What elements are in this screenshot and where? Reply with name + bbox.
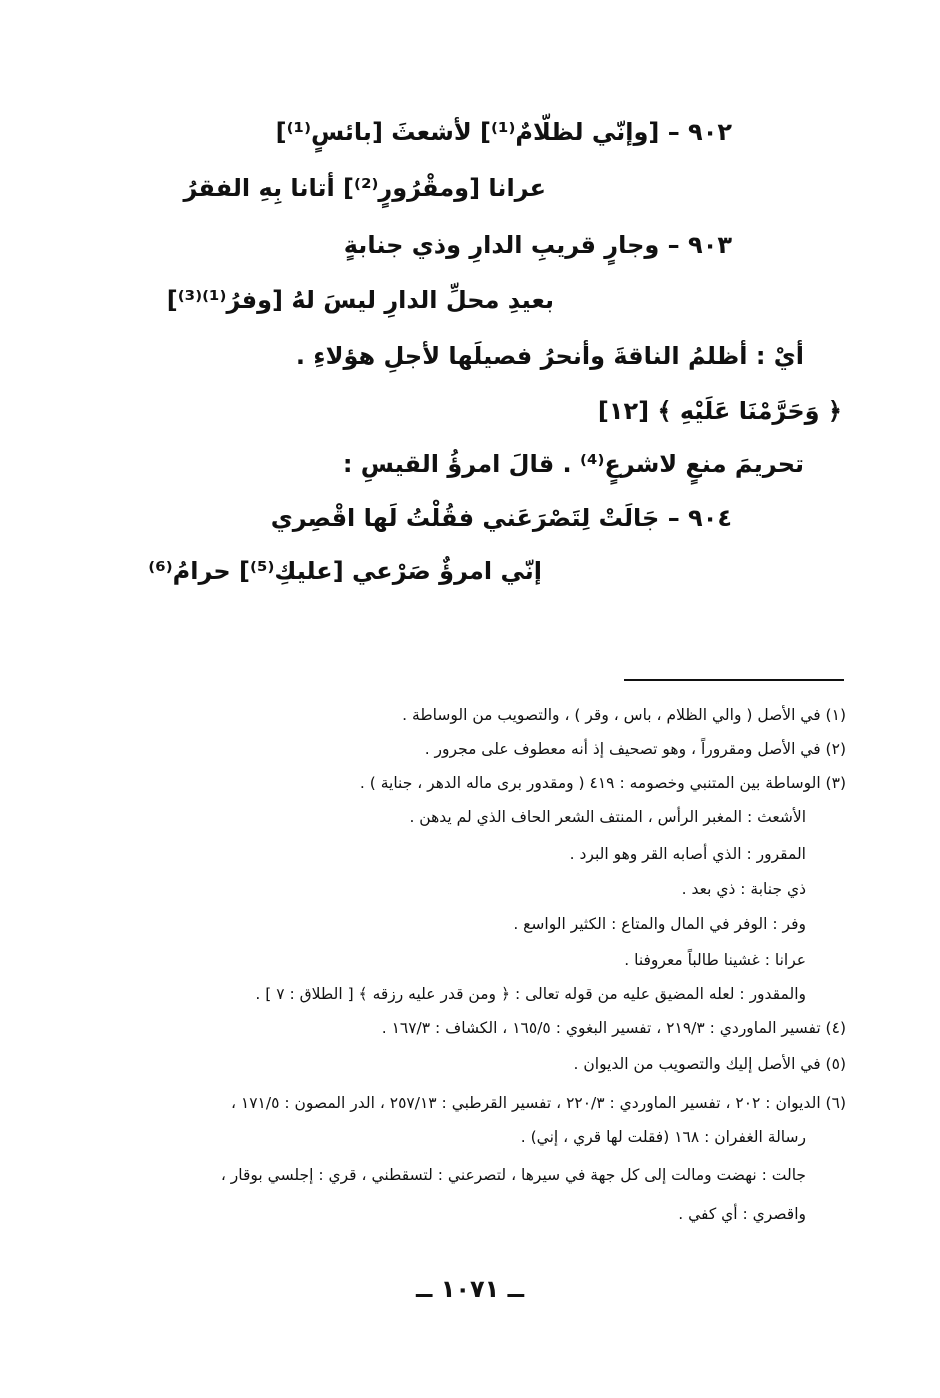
verse-903-first-hemistich: ٩٠٣ – وجارٍ قريبِ الدارِ وذي جنابةٍ — [343, 231, 732, 259]
footnote-3: (٣) الوساطة بين المتنبي وخصومه : ٤١٩ ( ومقدور برى ماله الدهر ، جناية ) . — [359, 774, 846, 792]
footnote-separator — [624, 679, 844, 681]
footnote-5: (٥) في الأصل إليك والتصويب من الديوان . — [573, 1055, 846, 1073]
quran-citation: ﴿ وَحَرَّمْنَا عَلَيْهِ ﴾ [١٢] — [597, 397, 842, 425]
footnote-6-continued: رسالة الغفران : ١٦٨ (فقلت لها قري ، إني) . — [520, 1128, 806, 1146]
footnote-6-gloss-jalat: جالت : نهضت ومالت إلى كل جهة في سيرها ، لتصرعني : لتسقطني ، قري : إجلسي بوقار ، — [220, 1166, 806, 1184]
verse-904-first-hemistich: ٩٠٤ – جَالَتْ لِتَصْرَعَني فقُلْتُ لَها اقْصِري — [270, 504, 732, 532]
footnote-3-gloss-arana: عرانا : غشينا طالباً معروفنا . — [624, 951, 806, 969]
footnote-3-gloss-wafr: وفر : الوفر في المال والمتاع : الكثير الواسع . — [513, 915, 806, 933]
footnote-3-gloss-maqdur: والمقدور : لعله المضيق عليه من قوله تعالى : ﴿ ومن قدر عليه رزقه ﴾ [ الطلاق : ٧ ] . — [255, 985, 806, 1003]
commentary-imru-al-qays: تحريمَ منعٍ لاشرعٍ⁽⁴⁾ . قالَ امرؤُ القيسِ : — [342, 450, 804, 478]
footnote-1: (١) في الأصل ( والي الظلام ، باس ، وقر ) ، والتصويب من الوساطة . — [402, 706, 846, 724]
footnote-3-gloss-janaba: ذي جنابة : ذي بعد . — [681, 880, 806, 898]
footnote-4: (٤) تفسير الماوردي : ٢١٩/٣ ، تفسير البغوي : ١٦٥/٥ ، الكشاف : ١٦٧/٣ . — [381, 1019, 846, 1037]
page-number: ــ ١٠٧١ ــ — [415, 1275, 525, 1303]
footnote-3-gloss-ashath: الأشعث : المغبر الرأس ، المنتف الشعر الحاف الذي لم يدهن . — [409, 808, 806, 826]
footnote-6: (٦) الديوان : ٢٠٢ ، تفسير الماوردي : ٢٢٠/٣ ، تفسير القرطبي : ٢٥٧/١٣ ، الدر المصون : ١٧١/٥ ، — [230, 1094, 846, 1112]
verse-902-first-hemistich: ٩٠٢ – [وإنّي لظلّامٌ⁽¹⁾] لأشعثَ [بائسٍ⁽¹⁾] — [275, 118, 732, 146]
footnote-2: (٢) في الأصل ومقروراً ، وهو تصحيف إذ أنه معطوف على مجرور . — [424, 740, 846, 758]
verse-902-second-hemistich: عرانا [ومقْرُورٍ⁽²⁾] أتانا بِهِ الفقرُ — [183, 174, 546, 202]
footnote-6-gloss-iqsiri: واقصري : أي كفي . — [678, 1205, 806, 1223]
commentary-line: أيْ : أظلمُ الناقةَ وأنحرُ فصيلَها لأجلِ هؤلاءِ . — [295, 342, 804, 370]
verse-903-second-hemistich: بعيدِ محلِّ الدارِ ليسَ لهُ [وفرُ⁽¹⁾⁽³⁾] — [166, 286, 554, 314]
footnote-3-gloss-maqrur: المقرور : الذي أصابه القر وهو البرد . — [569, 845, 806, 863]
verse-904-second-hemistich: إنّي امرؤٌ صَرْعي [عليكِ⁽⁵⁾] حرامُ⁽⁶⁾ — [148, 557, 542, 585]
